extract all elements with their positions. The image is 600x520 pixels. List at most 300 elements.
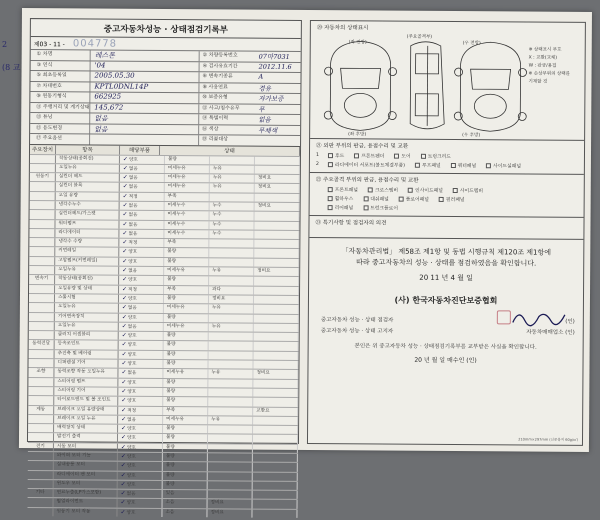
status-option: 불량 [163,444,208,453]
status-option: 누유 [209,323,254,332]
device-category [28,499,54,507]
status-option [253,389,298,398]
status-option: ✓ 없음 [119,304,164,313]
status-option: ✓ 양호 [118,425,163,434]
status-option: 미세누유 [163,369,208,378]
status-option [253,435,298,444]
status-option: 불량 [163,360,208,369]
inspection-item: 냉각수누수 [56,201,120,210]
part-option[interactable] [451,162,477,169]
signature-area [309,315,583,339]
device-category [29,322,55,330]
status-option: ✓ 양호 [118,397,163,406]
part-option[interactable] [368,186,398,193]
status-option: ✓ 적정 [118,406,163,415]
status-option [254,296,299,305]
inspection-row [29,293,299,304]
status-option [254,221,299,230]
inspection-item: 작동상태(공회전) [56,155,120,164]
inspection-item: 발전기 출력 [54,434,118,443]
status-option: 불량 [164,314,209,323]
checkbox[interactable] [328,187,333,192]
inspection-item: 오일 유량 [56,192,120,201]
inspection-row [27,507,297,518]
status-option: 누수 [209,221,254,230]
info-label: ② 차량등록번호 [199,51,257,61]
device-category [30,155,56,163]
vehicle-condition-page [307,20,586,446]
status-option: 불량 [163,397,208,406]
status-option: 불량 [164,276,209,285]
checkbox[interactable] [439,197,444,202]
inspection-row [28,377,298,388]
status-option: 불량 [163,434,208,443]
inspection-row [30,209,300,220]
view-label: (좌 전방) [349,39,367,45]
status-option [253,454,298,463]
buyer-date-line: 20 년 월 일 매수인 (인) [309,354,583,365]
status-option [253,361,298,370]
status-option [254,342,299,351]
inspection-item: 오일유량 및 상태 [55,285,119,294]
part-label: 라디에이터 서포트(볼트체결부품) [335,161,405,168]
part-option[interactable] [486,162,521,169]
part-label: 사이드실패널 [493,162,521,169]
inspection-item: 타이로드엔드 및 볼 조인트 [54,396,118,405]
device-category [28,452,54,460]
status-option: ✓ 양호 [120,155,165,164]
device-category [29,229,55,237]
status-option [253,472,298,481]
status-option: 소음 [162,509,207,518]
red-seal-stamp [497,310,511,324]
inspection-row [30,163,300,174]
status-option [208,481,253,490]
status-option: ✓ 양호 [118,462,163,471]
legend-line: 기재할 것 [528,79,580,87]
notifier-label: 중고자동차 성능 · 상태 고지자 [321,328,394,335]
status-option: 미세누유 [165,165,210,174]
legal-line: 「자동차관리법」 제58조 제1항 및 동법 시행규칙 제120조 제1항에 [309,246,583,259]
device-category [29,248,55,256]
document-title: 중고자동차성능 · 상태점검기록부 [31,19,301,39]
part-option[interactable] [399,196,429,203]
legend-line: W : 판금/용접 [529,63,581,71]
inspection-item: 오일누유 [55,303,119,312]
status-option: 불량 [163,481,208,490]
status-option [209,332,254,341]
part-option[interactable] [408,187,443,194]
checkbox[interactable] [363,196,368,201]
inspection-row [29,219,299,230]
status-option [208,407,253,416]
inspection-item: 실린더 블록 [56,183,120,192]
part-label: 사이드멤버 [460,187,483,194]
inspection-row [29,339,299,350]
inspection-row [30,154,300,165]
status-option [253,482,298,491]
status-option: ✓ 없음 [120,211,165,220]
main-frame-title: ㉒ 주요골격 부위의 판금, 용접수리 및 교환 [316,175,580,185]
status-option [208,490,253,499]
device-category [29,266,55,274]
status-option: 누유 [210,174,255,183]
part-label: 도어 [401,153,410,160]
handwritten-signature [509,306,569,328]
inspection-item: 스티어링 기어 [54,387,118,396]
status-option: 누수 [210,212,255,221]
status-option: ✓ 양호 [118,481,163,490]
checkbox[interactable] [394,154,399,159]
status-option: 부족 [163,407,208,416]
info-value: 자가보증 [256,94,300,104]
checkbox[interactable] [421,154,426,159]
inspection-item: 오일누유 [55,322,119,331]
view-label: (우 후방) [462,132,480,138]
checkbox[interactable] [486,163,491,168]
checkbox[interactable] [328,196,333,201]
inspection-row [28,470,298,481]
device-category: 기타 [28,489,54,497]
inspection-row [29,284,299,295]
status-option: ✓ 적정 [120,192,165,201]
part-option[interactable] [328,204,354,211]
checkbox-row [316,160,580,171]
status-option [255,212,300,221]
part-label: 루프패널 [422,162,441,169]
status-option [254,351,299,360]
info-value: 없음 [90,113,198,123]
status-option: 미세누유 [164,323,209,332]
part-option[interactable] [415,162,441,169]
part-label: 플로어패널 [406,196,429,203]
status-option [253,379,298,388]
status-option: ✓ 양호 [118,453,163,462]
part-option[interactable] [328,186,358,193]
info-label: ⑱ 리콜대상 [198,135,256,145]
device-category [29,303,55,311]
info-value: 경유 [256,83,300,93]
part-option[interactable] [328,161,405,169]
inspection-row [28,386,298,397]
info-label: ① 차명 [31,50,91,60]
inspection-row [29,321,299,332]
status-option: 과다 [209,286,254,295]
vehicle-info-row [31,49,301,61]
inspection-rows [27,154,300,518]
serial-number: 004778 [73,38,117,49]
status-option: ✓ 양호 [119,276,164,285]
status-option: 누유 [208,370,253,379]
margin-note: 2 [2,40,7,49]
status-option [254,314,299,323]
status-option: ✓ 없음 [120,174,165,183]
info-label: ⑭ 특별이력 [198,114,256,124]
status-option [255,165,300,174]
inspection-item: 작동상태(공회전) [55,276,119,285]
checkbox[interactable] [415,163,420,168]
device-category [30,201,56,209]
inspection-item: 커먼레일 [55,248,119,257]
status-option [209,249,254,258]
info-label: ⑫ 사고/침수유무 [198,104,256,114]
device-category [29,257,55,265]
info-label: ④ 검사유효기간 [199,62,257,72]
status-option: 불량 [164,258,209,267]
status-option: 정비요 [255,203,300,212]
inspection-row [28,442,298,453]
inspection-item: 실내송풍 모터 [54,462,118,471]
info-value: 145,672 [90,103,198,113]
status-option: ✓ 양호 [117,508,162,517]
status-option [209,277,254,286]
status-option [254,277,299,286]
status-option [208,398,253,407]
part-option[interactable] [328,195,354,202]
checkbox[interactable] [328,205,333,210]
status-option [209,342,254,351]
status-option [254,286,299,295]
status-option [252,509,297,518]
inspection-item: 오일누유 [55,266,119,275]
status-option [209,314,254,323]
status-option: ✓ 적정 [119,285,164,294]
part-label: 크로스멤버 [375,186,398,193]
status-option: 정비요 [208,500,253,509]
info-label: ⑨ 원동기형식 [30,92,90,102]
status-option: 정비요 [255,175,300,184]
status-option: 불량 [164,295,209,304]
status-option: ✓ 없음 [118,490,163,499]
info-value [256,136,300,146]
status-option: ✓ 양호 [119,313,164,322]
vehicle-info-row [30,123,300,135]
device-category [29,220,55,228]
status-option: ✓ 없음 [119,323,164,332]
checkbox[interactable] [328,153,333,158]
status-option: 미세누유 [164,267,209,276]
status-option [255,156,300,165]
status-option: 누유 [209,305,254,314]
status-option: 불량 [163,379,208,388]
inspection-row [29,228,299,239]
inspection-row [29,274,299,285]
inspection-row [28,414,298,425]
vehicle-info-row [30,112,300,124]
device-category [29,313,55,321]
status-option [254,333,299,342]
checkbox[interactable] [453,188,458,193]
status-option: 정비요 [255,184,300,193]
checkbox[interactable] [354,153,359,158]
status-option: ✓ 양호 [118,443,163,452]
status-option [253,426,298,435]
legend-line: ※ 손상부위의 상태를 [529,71,581,79]
info-label: ⑪ 주행거리 및 계기상태 [30,103,90,113]
inspection-item: 실린더헤드/가스켓 [56,211,120,220]
device-category [28,359,54,367]
status-option: ✓ 없음 [120,202,165,211]
status-option: 누유 [208,416,253,425]
status-option [208,379,253,388]
margin-note: (8 교 [2,62,20,73]
checkbox[interactable] [408,188,413,193]
vehicle-info-row [30,81,300,93]
inspection-row [28,423,298,434]
status-option: 미세누수 [164,221,209,230]
legend-line: X : 교환(교체) [529,55,581,63]
info-value: 2012.11.6 [257,62,301,72]
inspection-row [28,405,298,416]
part-label: 트렁크플로어 [370,204,398,211]
status-option: ✓ 양호 [118,360,163,369]
status-option [209,239,254,248]
inspection-row [29,247,299,258]
inspection-record-sheet [19,8,592,452]
row-number: 2 [316,162,328,167]
device-category [29,238,55,246]
info-value: 레스톤 [91,50,199,60]
view-label: (우 전방) [463,40,481,46]
device-category: 전기 [28,443,54,451]
device-category [28,471,54,479]
status-option: ✓ 없음 [120,164,165,173]
status-option [253,500,298,509]
status-option: ✓ 양호 [118,388,163,397]
status-option: ✓ 양호 [119,350,164,359]
status-option: ✓ 없음 [119,230,164,239]
checkbox[interactable] [399,197,404,202]
part-option[interactable] [363,195,389,202]
status-option: ✓ 없음 [120,183,165,192]
header-device: 주요장치 [30,145,56,154]
status-option: 소음 [163,499,208,508]
device-category [28,378,54,386]
inspection-item: 원동기 모터 작동 [53,508,117,517]
status-option: 누수 [209,230,254,239]
part-option[interactable] [328,152,344,159]
header-status: 상태 [160,145,300,155]
part-option[interactable] [394,153,410,160]
status-option: 부족 [164,239,209,248]
info-label: ⑯ 색상 [198,125,256,135]
inspection-item: 브레이크 오일 누유 [54,415,118,424]
part-label: 대쉬패널 [370,195,389,202]
part-option[interactable] [421,153,451,160]
checkbox[interactable] [328,162,333,167]
status-option: ✓ 양호 [119,332,164,341]
info-label: ⑦ 차대번호 [30,82,90,92]
inspection-row [29,302,299,313]
serial-label: 제03 - 11 - [34,39,65,48]
status-option: 불량 [165,156,210,165]
status-option: ✓ 양호 [118,434,163,443]
inspection-item: 고압펌프(커먼레일) [55,257,119,266]
status-option [253,398,298,407]
part-option[interactable] [354,152,384,159]
inspection-item: 클러치 어셈블리 [55,331,119,340]
device-category [29,331,55,339]
status-option: 교환요 [253,407,298,416]
organization-name: (사) 한국자동차진단보증협회 [309,294,583,307]
part-option[interactable] [363,204,398,211]
vehicle-info-row [31,60,301,72]
inspection-row [28,451,298,462]
part-label: 트렁크리드 [428,153,451,160]
checkbox[interactable] [368,187,373,192]
inspection-row [28,395,298,406]
part-option[interactable] [439,196,465,203]
inspection-item: 휠얼라이먼트 [54,499,118,508]
checkbox-row [316,203,580,214]
status-option: 불량 [163,388,208,397]
info-label: ⑬ 튜닝 [30,113,90,123]
status-option: 불량 [163,425,208,434]
device-category [28,387,54,395]
info-label: ⑤ 최초등록일 [30,71,90,81]
status-option: 미세누유 [163,416,208,425]
checkbox[interactable] [451,163,456,168]
inspector-label: 중고자동차 성능 · 상태 점검자 [321,317,394,324]
device-category [29,285,55,293]
info-value: 07마7031 [257,52,301,62]
part-label: 휠하우스 [335,195,354,202]
status-option: ✓ 없음 [118,415,163,424]
device-category [30,210,56,218]
status-option [209,258,254,267]
device-category [28,396,54,404]
info-value: 2005.05.30 [90,71,198,81]
vehicle-info-table [30,49,301,145]
info-label: ③ 연식 [31,61,91,71]
special-notes-title: ㉓ 특기사항 및 점검자의 의견 [315,218,579,228]
part-label: 인사이드패널 [415,187,443,194]
inspection-row [28,358,298,369]
info-value: '04 [91,61,199,71]
status-option [255,193,300,202]
status-option [208,360,253,369]
checkbox[interactable] [363,205,368,210]
inspection-item: 시동 모터 [54,443,118,452]
inspection-item: 디퍼렌셜 기어 [54,359,118,368]
inspection-item: 기어변속장치 [55,313,119,322]
info-value: 없음 [90,124,198,134]
header-item: 항목 [56,145,120,154]
status-option: ✓ 양호 [119,248,164,257]
device-category [28,415,54,423]
status-option: ✓ 양호 [119,295,164,304]
device-category [30,164,56,172]
inspection-row [30,200,300,211]
status-option: 미세누유 [164,304,209,313]
inspection-row [30,172,300,183]
part-option[interactable] [453,187,483,194]
status-option: 부족 [165,193,210,202]
inspection-item: 브레이크 오일 유량상태 [54,406,118,415]
info-label: ⑰ 주요옵션 [30,134,90,144]
inspection-row [28,498,298,509]
special-notes-section [309,216,583,240]
status-option: 불량 [164,351,209,360]
status-option: ✓ 없음 [118,369,163,378]
status-option: ✓ 양호 [118,471,163,480]
status-option: 불량 [164,332,209,341]
info-value: 무채색 [256,125,300,135]
device-category [28,480,54,488]
inspection-row [28,488,298,499]
device-category [27,508,53,516]
status-option [254,240,299,249]
